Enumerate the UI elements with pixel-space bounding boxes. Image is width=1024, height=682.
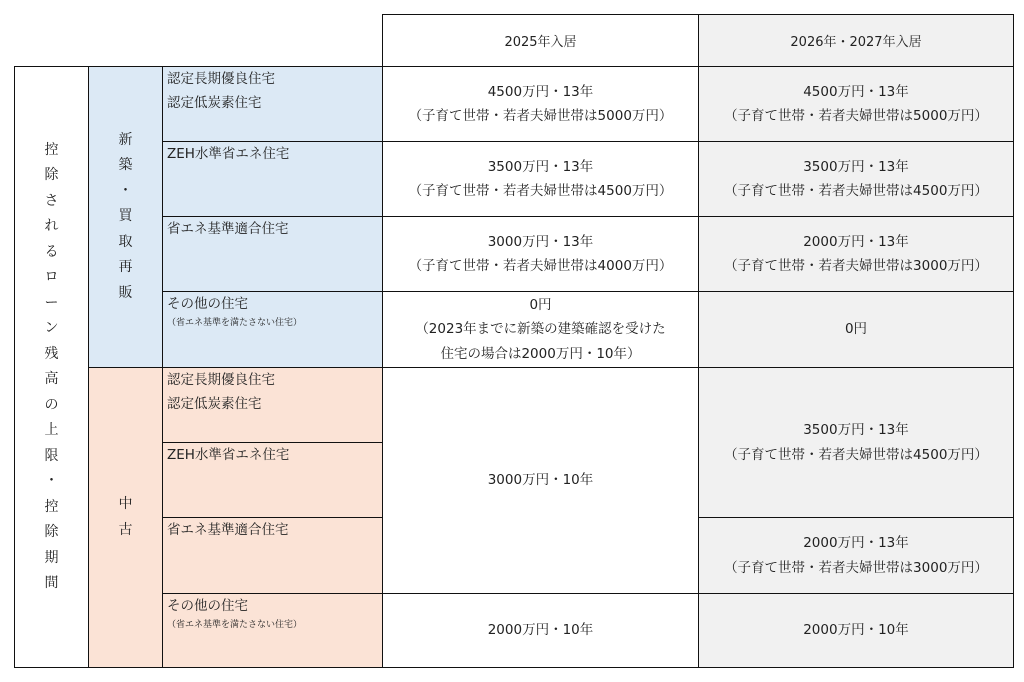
side-label-char: 期 [44, 549, 59, 566]
new-label-char: 取 [118, 233, 133, 250]
housing-type-line: ZEH水準省エネ住宅 [167, 146, 290, 162]
limit-value-line: （子育て世帯・若者夫婦世帯は4500万円） [724, 446, 988, 463]
limit-value-line: 2000万円・10年 [803, 622, 909, 639]
new-2026-row-3 [698, 216, 1014, 292]
housing-type-line: 省エネ基準適合住宅 [167, 221, 289, 237]
side-label-char: ロ [44, 269, 59, 285]
category-used [88, 367, 163, 668]
new-label-char: 買 [118, 208, 133, 225]
header-2025 [382, 14, 699, 67]
side-label-char: の [44, 396, 59, 413]
new-type-row-1 [162, 66, 383, 142]
used-2025-other [382, 593, 699, 668]
side-label-char: 除 [44, 524, 59, 540]
limit-value-line: 2000万円・10年 [487, 622, 594, 639]
side-label-char: 控 [44, 141, 59, 158]
side-label-char: 限 [44, 447, 59, 464]
side-label-char: 上 [44, 422, 59, 438]
side-label-char: 残 [44, 345, 59, 362]
housing-type-note: （省エネ基準を満たさない住宅） [167, 318, 303, 328]
used-type-row-3 [162, 517, 383, 594]
limit-value-line: 0円 [529, 296, 552, 313]
side-label-char: 控 [44, 498, 59, 515]
side-label-char: れ [44, 218, 59, 234]
limit-value-line: （子育て世帯・若者夫婦世帯は4000万円） [408, 258, 673, 274]
limit-value-line: 3000万円・13年 [487, 233, 594, 250]
housing-type-line: 省エネ基準適合住宅 [167, 522, 289, 538]
side-label-char: 間 [44, 575, 59, 591]
new-2025-row-1 [382, 66, 699, 142]
new-2026-row-1 [698, 66, 1014, 142]
new-type-row-3 [162, 216, 383, 292]
housing-type-line: 認定低炭素住宅 [167, 95, 262, 111]
limit-value-line: 住宅の場合は2000万円・10年） [440, 345, 641, 362]
new-type-row-4 [162, 291, 383, 368]
new-label-char: ・ [118, 182, 133, 199]
limit-value-line: （子育て世帯・若者夫婦世帯は4500万円） [724, 183, 988, 199]
header-2026-label: 2026年・2027年入居 [790, 35, 922, 50]
used-label-char: 中 [118, 496, 133, 512]
side-label-char: ー [44, 294, 59, 311]
used-type-row-1 [162, 367, 383, 443]
side-label-char: 除 [44, 167, 59, 183]
housing-type-line: ZEH水準省エネ住宅 [167, 447, 290, 463]
limit-value-line: （子育て世帯・若者夫婦世帯は5000万円） [724, 108, 988, 124]
housing-type-line: その他の住宅 [167, 598, 248, 614]
housing-type-line: 認定長期優良住宅 [167, 372, 275, 388]
new-2025-row-2 [382, 141, 699, 217]
limit-value-line: 3500万円・13年 [803, 422, 909, 438]
limit-value-line: （子育て世帯・若者夫婦世帯は4500万円） [408, 183, 673, 199]
used-type-row-4 [162, 593, 383, 668]
used-2026-other [698, 593, 1014, 668]
header-2026-2027 [698, 14, 1014, 67]
limit-value-line: 2000万円・13年 [803, 233, 909, 250]
limit-value-line: （2023年までに新築の建築確認を受けた [415, 321, 666, 338]
housing-type-line: 認定低炭素住宅 [167, 396, 262, 412]
limit-value-line: 4500万円・13年 [803, 83, 909, 100]
limit-value-line: 3500万円・13年 [487, 158, 594, 175]
limit-value-line: 2000万円・13年 [803, 535, 909, 551]
limit-value-line: （子育て世帯・若者夫婦世帯は3000万円） [724, 559, 988, 576]
used-2025-merged [382, 367, 699, 594]
new-2025-row-4 [382, 291, 699, 368]
new-type-row-2 [162, 141, 383, 217]
new-2025-row-3 [382, 216, 699, 292]
limit-value-line: （子育て世帯・若者夫婦世帯は3000万円） [724, 258, 988, 274]
header-2025-label: 2025年入居 [504, 35, 577, 50]
category-new [88, 66, 163, 368]
used-label-char: 古 [118, 521, 133, 538]
housing-type-note: （省エネ基準を満たさない住宅） [167, 620, 303, 630]
used-2026-energy [698, 517, 1014, 594]
new-label-char: 販 [118, 284, 133, 301]
new-label-char: 新 [118, 131, 133, 148]
new-label-char: 築 [118, 157, 133, 174]
side-label-cell [14, 66, 89, 668]
side-label-char: る [44, 243, 59, 260]
limit-value-line: 3500万円・13年 [803, 158, 909, 175]
new-label-char: 再 [118, 259, 133, 276]
side-label-char: ン [44, 320, 59, 336]
limit-value-line: （子育て世帯・若者夫婦世帯は5000万円） [408, 108, 673, 124]
used-2026-top-merged [698, 367, 1014, 518]
used-type-row-2 [162, 442, 383, 518]
side-label-char: さ [44, 192, 59, 209]
limit-value-line: 4500万円・13年 [487, 83, 594, 100]
side-label-char: 高 [44, 371, 59, 387]
side-label-char: ・ [44, 473, 59, 489]
limit-value-line: 0円 [844, 321, 868, 338]
new-2026-row-2 [698, 141, 1014, 217]
housing-type-line: 認定長期優良住宅 [167, 71, 275, 87]
new-2026-row-4 [698, 291, 1014, 368]
limit-value-line: 3000万円・10年 [487, 472, 594, 489]
housing-type-line: その他の住宅 [167, 296, 248, 312]
